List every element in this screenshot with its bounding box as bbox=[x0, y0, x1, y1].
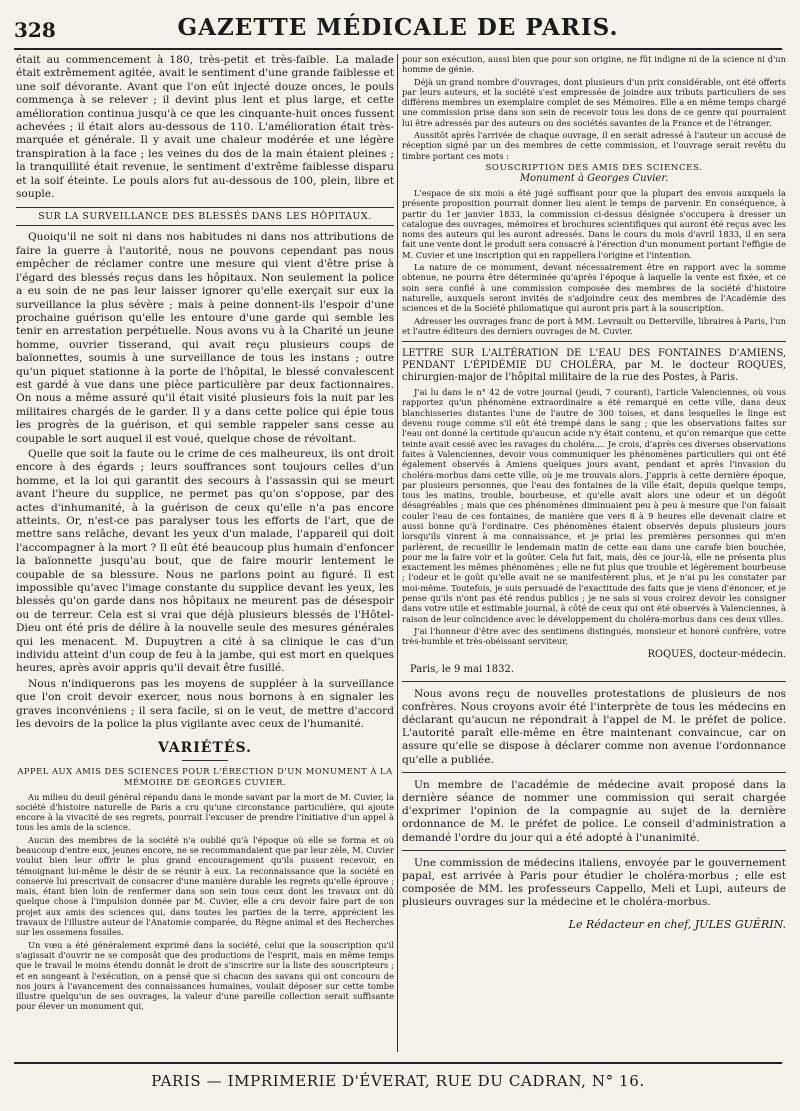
appeal-continued-2: Déjà un grand nombre d'ouvrages, dont plusieurs d'un prix considérable, ont été offerts par leurs auteurs, et la société s'est empressée de joindre aux tributs particuliers de ses différens membres un exemplaire complet de ses Mémoires. Elle a en même temps chargé une commission prise dans son sein de recevoir tous les dons de ce genre qui pourraient lui être adressés par des auteurs ou des sociétés savantes de la France et de l'étranger. bbox=[402, 76, 786, 128]
lettre-signature: ROQUES, docteur-médecin. bbox=[647, 648, 786, 660]
section-rule bbox=[402, 341, 786, 342]
varietes-heading: VARIÉTÉS. bbox=[157, 739, 253, 756]
surveillance-paragraph-1: Quoiqu'il ne soit ni dans nos habitudes ni dans nos attributions de faire la guerre à l'autorité, nous ne pouvons cependant pas nous empêcher de réclamer contre une mesure qui vient d'être prise à l'égard des blessés reçus dans les hôpitaux. Non seulement la police a eu soin de ne pas leur laisser ignorer qu'elle exerçait sur eux la surveillance la plus sévère ; mais à peine donnent-ils l'espoir d'une prochaine guérison qu'elle les entoure d'une garde qui semble les tenir en arrestation perpétuelle. Nous avons vu à la Charité un jeune homme, ouvrier tisserand, qui avait reçu plusieurs coups de baïonnettes, soumis à une surveillance de tous les instans ; outre qu'un piquet stationne à la porte de l'hôpital, le blessé convalescent est gardé à vue dans une pièce particulière par deux factionnaires. On nous a même assuré qu'il était visité plusieurs fois la nuit par les militaires chargés de le garder. Il y a dans cette police qui épie tous les progrès de la guérison, et qui semble rappeler sans cesse au coupable le sort auquel il est voué, quelque chose de révoltant. bbox=[16, 231, 394, 445]
news-paragraph-1: Nous avons reçu de nouvelles protestations de plusieurs de nos confrères. Nous croyons avoir été l'interprète de tous les médecins en déclarant qu'aucun ne répondrait à l'appel de M. le préfet de police. L'autorité paraît elle-même en être maintenant convaincue, car on assure qu'elle se dispose à déclarer comme non avenue l'ordonnance qu'elle a publiée. bbox=[402, 687, 786, 766]
appeal-continued-3: Aussitôt après l'arrivée de chaque ouvrage, il en serait adressé à l'auteur un accusé de réception signé par un des membres de cette commission, et l'ouvrage serait revêtu du timbre portant ces mots : bbox=[402, 130, 786, 161]
page-footer bbox=[14, 1062, 782, 1100]
left-column bbox=[16, 54, 394, 1054]
monument-paragraph-3: Adresser les ouvrages franc de port à MM. Levrault ou Detterville, libraires à Paris, l'un et l'autre éditeurs des derniers ouvrages de M. Cuvier. bbox=[402, 315, 786, 336]
section-rule bbox=[402, 850, 786, 851]
column-divider bbox=[397, 54, 398, 1052]
news-paragraph-2: Un membre de l'académie de médecine avait proposé dans la dernière séance de nommer une commission qui serait chargée d'exprimer l'opinion de la compagnie au sujet de la dernière ordonnance de M. le préfet de police. Le conseil d'administration a demandé l'ordre du jour qui a été adopté à l'unanimité. bbox=[402, 778, 786, 844]
case-report-paragraph: était au commencement à 180, très-petit et très-faible. La malade était extrêmement agitée, avait le sentiment d'une grande faiblesse et une soif dévorante. Avant que l'on eût injecté douze onces, le pouls commença à se relever ; il devint plus lent et plus large, et cette amélioration continua jusqu'à ce que les cinquante-huit onces fussent achevées ; il était alors au-dessous de 110. L'amélioration était très-marquée et générale. Il y avait une chaleur modérée et une légère transpiration à la face ; les veines du dos de la main étaient pleines ; la tranquillité était revenue, le sentiment d'extrême faiblesse disparu et la soif éteinte. Le pouls alors fut au-dessous de 100, plein, libre et souple. bbox=[16, 54, 394, 201]
lettre-heading: LETTRE SUR L'ALTÉRATION DE L'EAU DES FONTAINES D'AMIENS, PENDANT L'ÉPIDÉMIE DU CHOLÉRA, par M. le docteur ROQUES, chirurgien-major de l'hôpital militaire de la rue des Postes, à Paris. bbox=[402, 348, 786, 384]
editor-signature: Le Rédacteur en chef, JULES GUÉRIN. bbox=[568, 917, 786, 931]
appeal-paragraph-2: Aucun des membres de la société n'a oublié qu'à l'époque où elle se forma et où beaucoup d'entre eux, jeunes encore, ne se recommandaient que par leur zèle, M. Cuvier voulut bien leur offrir le plus grand encouragement qu'ils pussent recevoir, en témoignant lui-même le désir de se réunir à eux. La reconnaissance que la société en conserve lui prescrivait de consacrer d'une manière durable les regrets qu'elle éprouve ; mais, étant bien loin de renfermer dans son sein tous ceux dont les travaux ont dû quelque chose à l'impulsion donnée par M. Cuvier, elle a cru devoir faire part de son projet aux amis des sciences qui, dans toutes les parties de la terre, apprécient les travaux de l'illustre auteur de l'Anatomie comparée, du Règne animal et des Recherches sur les ossemens fossiles. bbox=[16, 834, 394, 938]
appeal-heading: APPEL AUX AMIS DES SCIENCES POUR L'ÉRECTION D'UN MONUMENT À LA MÉMOIRE DE GEORGES CUVIER. bbox=[17, 765, 393, 787]
right-column bbox=[402, 54, 786, 1054]
surveillance-paragraph-2: Quelle que soit la faute ou le crime de ces malheureux, ils ont droit encore à des égards ; leurs souffrances sont toujours celles d'un homme, et la loi qui garantit des secours à l'assassin qui se meurt avant l'heure du supplice, ne permet pas qu'on s'oppose, par des actes d'inhumanité, à la guérison de ceux qu'elle n'a pas encore atteints. Or, n'est-ce pas paralyser tous les efforts de l'art, que de mettre sans relâche, devant les yeux d'un malade, l'appareil qui doit l'accompagner à la mort ? Il eût été beaucoup plus humain d'enfoncer la baïonnette jusqu'au bout, que de faire mourir lentement le coupable de sa blessure. Nous ne parlons point au figuré. Il est impossible qu'avec l'image constante du supplice devant les yeux, les blessés qu'on garde dans nos hôpitaux ne meurent pas de désespoir ou de terreur. Cela est si vrai que déjà plusieurs blessés de l'Hôtel-Dieu ont été pris de délire à la nouvelle seule des mesures générales qui les menacent. M. Dupuytren a cité à sa clinique le cas d'un individu atteint d'un coup de feu à la jambe, qui est mort en quelques heures, après avoir appris qu'il devait être fusillé. bbox=[16, 447, 394, 675]
surveillance-heading: SUR LA SURVEILLANCE DES BLESSÉS DANS LES HÔPITAUX. bbox=[16, 207, 394, 226]
appeal-paragraph-3: Un vœu a été généralement exprimé dans la société, celui que la souscription qu'il s'agissait d'ouvrir ne se composât que des productions de l'esprit, mais en même temps que le travail le moins étendu donnât le droit de s'inscrire sur la liste des souscripteurs ; et en songeant à l'exécution, on a pensé que si chacun des savans qui ont concouru de nos jours à l'avancement des connaissances humaines, voulait déposer sur cette tombe illustre quelqu'un de ses ouvrages, la valeur d'une pareille collection serait suffisante pour élever un monument qui, bbox=[16, 939, 394, 1012]
appeal-paragraph-1: Au milieu du deuil général répandu dans le monde savant par la mort de M. Cuvier, la société d'histoire naturelle de Paris a cru qu'une circonstance particulière, qui ajoute encore à la vivacité de ses regrets, pourrait l'excuser de prendre l'initiative d'un appel à tous les amis de la science. bbox=[16, 791, 394, 833]
lettre-paragraph-1: J'ai lu dans le n° 42 de votre journal (jeudi, 7 courant), l'article Valenciennes, où vous rapportez qu'un phénomène extraordinaire a été remarqué en cette ville, dans deux blanchisseries distantes l'une de l'autre de 300 toises, et dans lesquelles le linge est devenu rouge comme s'il eût été trempé dans le sang ; que les observations faites sur l'eau ont donné la certitude qu'aucun acide n'y était contenu, et qu'on remarque que cette teinte avait cessé avec les ravages du choléra.... Je crois, d'après ces diverses observations faites à Valenciennes, devoir vous communiquer les phénomènes particuliers qui ont été également observés à Amiens quelques jours avant, pendant et après l'invasion du choléra-morbus dans cette ville, où je me trouvais alors. J'appris à cette dernière époque, par plusieurs personnes, que l'eau des fontaines de la ville était, depuis quelque temps, tous les matins, trouble, bourbeuse, et qu'elle avait alors une odeur et un dégoût désagréables ; mais que ces phénomènes diminuaient peu à peu à mesure que l'on faisait couler l'eau de ces fontaines, de manière que vers 8 à 9 heures elle devenait claire et aussi bonne qu'à l'ordinaire. Ces phénomènes étaient observés depuis plusieurs jours lorsqu'ils vinrent à ma connaissance, et je priai les premières personnes qui m'en parlèrent, de recueillir le lendemain matin de cette eau dans une carafe bien bouchée, pour me la faire voir et la goûter. Cela fut fait, mais, dès ce jour-là, elle ne présenta plus exactement les mêmes phénomènes ; elle ne fut plus que trouble et légèrement bourbeuse ; l'odeur et le goût qu'elle avait ne se manifestèrent plus, et je n'ai pu les constater par moi-même. Toutefois, je suis persuadé de l'exactitude des faits que je viens d'énoncer, et je pense qu'ils n'ont pas été rendus publics ; je ne sais si vous croirez devoir les consigner dans votre utile et estimable journal, à côté de ceux qui ont été observés à Valenciennes, à raison de leur coïncidence avec le développement du choléra-morbus dans ces deux villes. bbox=[402, 387, 786, 624]
monument-paragraph-1: L'espace de six mois a été jugé suffisant pour que la plupart des envois auxquels la présente proposition pourrait donner lieu aient le temps de parvenir. En conséquence, à partir du 1er janvier 1833, la commission ci-dessus désignée s'occupera à dresser un catalogue des ouvrages, mémoires et brochures scientifiques qui auront été reçus avec les noms des auteurs qui les auront adressés. Dans le cours du mois d'avril 1833, il en sera fait une vente dont le produit sera consacré à l'érection d'un monument portant l'effigie de M. Cuvier et une inscription qui en rappellera l'origine et l'intention. bbox=[402, 187, 786, 260]
surveillance-paragraph-3: Nous n'indiquerons pas les moyens de suppléer à la surveillance que l'on croit devoir exercer, nous nous bornons à en signaler les graves inconvéniens ; il sera facile, si on le veut, de mettre d'accord les devoirs de la police la plus vigilante avec ceux de l'humanité. bbox=[16, 677, 394, 731]
appeal-continued-1: pour son exécution, aussi bien que pour son origine, ne fût indigne ni de la science ni d'un homme de génie. bbox=[402, 54, 786, 75]
monument-paragraph-2: La nature de ce monument, devant nécessairement être en rapport avec la somme obtenue, ne pourra être déterminée qu'après l'époque à laquelle la vente est fixée, et ce soin sera confié à une commission composée des membres de la société d'histoire naturelle, auxquels seront invités de s'adjoindre ceux des membres de l'Académie des sciences et de la Société philomatique qui auront pris part à la souscription. bbox=[402, 262, 786, 314]
lettre-paragraph-2: J'ai l'honneur d'être avec des sentimens distingués, monsieur et honoré confrère, votre très-humble et très-obéissant serviteur, bbox=[402, 625, 786, 647]
section-rule bbox=[402, 681, 786, 682]
page-number: 328 bbox=[14, 18, 56, 42]
varietes-rule bbox=[182, 760, 228, 761]
souscription-subtitle: Monument à Georges Cuvier. bbox=[519, 172, 669, 184]
gazette-title: GAZETTE MÉDICALE DE PARIS. bbox=[177, 14, 619, 41]
souscription-title: SOUSCRIPTION DES AMIS DES SCIENCES. bbox=[485, 162, 703, 173]
page-header bbox=[14, 14, 782, 50]
lettre-date: Paris, le 9 mai 1832. bbox=[410, 663, 514, 675]
printer-imprint: PARIS — IMPRIMERIE D'ÉVERAT, RUE DU CADRAN, N° 16. bbox=[151, 1072, 645, 1090]
news-paragraph-3: Une commission de médecins italiens, envoyée par le gouvernement papal, est arrivée à Paris pour étudier le choléra-morbus ; elle est composée de MM. les professeurs Cappello, Meli et Lupi, auteurs de plusieurs ouvrages sur la médecine et le choléra-morbus. bbox=[402, 856, 786, 909]
section-rule bbox=[402, 772, 786, 773]
